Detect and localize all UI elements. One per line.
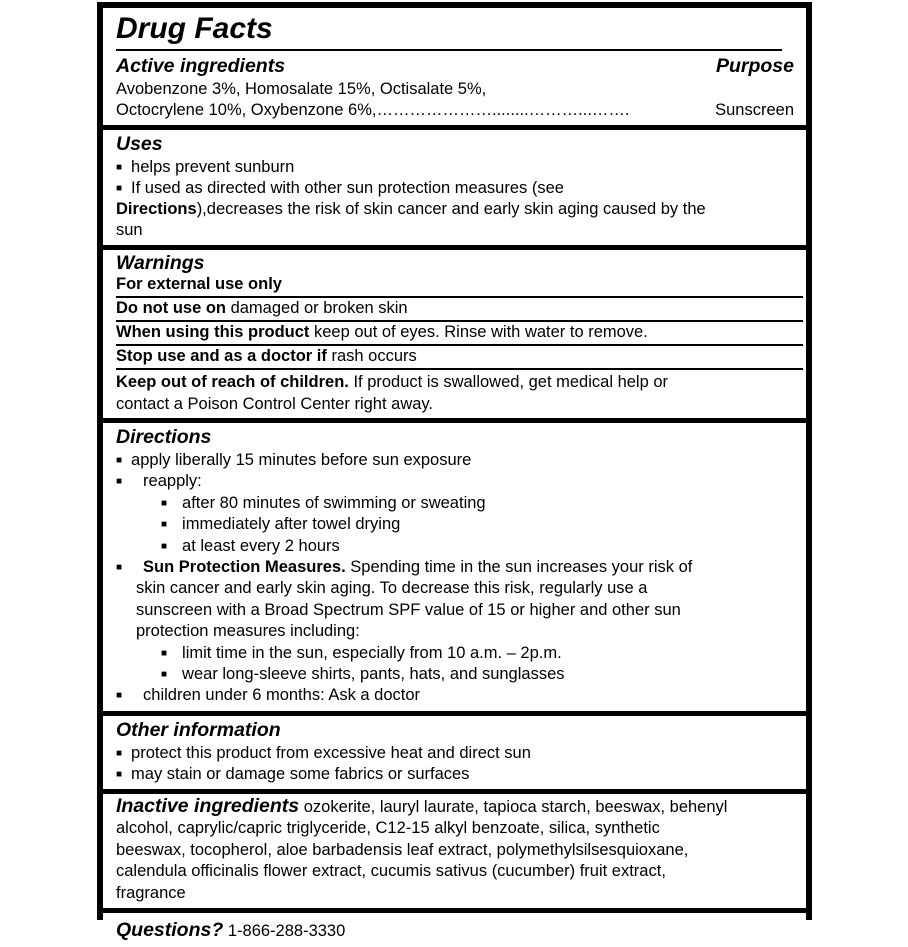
inactive-ingredients-line: alcohol, caprylic/capric triglyceride, C12-15 alkyl benzoate, silica, synthetic [116,819,660,838]
direction-subitem [161,536,794,557]
inactive-ingredients-line [116,796,794,819]
direction-subitem [161,643,794,664]
bullet-icon: ■ [116,476,123,488]
active-ingredient-line-2 [116,100,794,121]
direction-text: at least every 2 hours [182,536,340,555]
section-header-active-ingredients [103,8,806,125]
other-information-text: may stain or damage some fabrics or surfaces [131,764,470,783]
warning-lead: Do not use on [116,299,226,317]
direction-item-continuation: skin cancer and early skin aging. To decrease this risk, regularly use a [136,579,648,598]
warning-lead: When using this product [116,323,310,341]
warning-text: rash occurs [326,347,417,365]
questions-phone: 1-866-288-3330 [227,922,346,941]
inactive-ingredients-line: fragrance [116,883,186,902]
direction-lead: Sun Protection Measures. [143,558,346,577]
bullet-icon: ■ [116,690,123,702]
direction-item [116,471,794,492]
warning-lead: For external use only [116,275,282,293]
leader-dots: …………………........………...……. [376,101,630,119]
uses-bullet-text: ),decreases the risk of skin cancer and early skin aging caused by the [196,200,706,218]
direction-text: limit time in the sun, especially from 10 a.m. – 2p.m. [182,643,562,662]
directions-heading: Directions [116,426,212,448]
uses-bullet-item [116,157,794,178]
warning-row [116,370,794,392]
direction-item-continuation: protection measures including: [136,622,360,641]
purpose-heading: Purpose [715,55,794,77]
bullet-icon: ■ [116,183,123,194]
uses-bullet-text: If used as directed with other sun protection measures (see [131,179,564,197]
uses-bullet-text: helps prevent sunburn [131,158,295,176]
label-title: Drug Facts [116,12,273,45]
bullet-icon: ■ [161,669,168,681]
bullet-icon: ■ [116,768,123,780]
active-ingredients-header-row [116,54,794,79]
other-information-item [116,743,794,764]
inactive-ingredients-line: beeswax, tocopherol, aloe barbadensis leaf extract, polymethylsilsesquioxane, [116,840,689,859]
direction-text: Spending time in the sun increases your risk of [345,558,693,577]
uses-bullet-continuation [116,199,794,220]
drug-facts-label [97,2,812,942]
section-other-information [103,711,806,789]
inactive-ingredients-text: ozokerite, lauryl laurate, tapioca starch, beeswax, behenyl [299,797,728,816]
warning-row [116,346,803,370]
section-directions [103,418,806,711]
section-questions [103,908,806,947]
warning-lead: Stop use and as a doctor if [116,347,327,365]
uses-bullet-item [116,178,794,199]
direction-text: reapply: [143,472,202,491]
direction-subitem [161,493,794,514]
warning-lead: Keep out of reach of children. [116,373,349,391]
section-warnings [103,245,806,418]
direction-text: after 80 minutes of swimming or sweating [182,493,486,512]
direction-item [116,685,794,706]
direction-item [116,450,794,471]
direction-text: apply liberally 15 minutes before sun exposure [131,451,472,469]
bullet-icon: ■ [161,519,168,531]
warning-row [116,322,803,346]
bullet-icon: ■ [161,540,168,552]
bullet-icon: ■ [116,455,123,466]
direction-text: wear long-sleeve shirts, pants, hats, and sunglasses [182,665,565,684]
directions-reference: Directions [116,200,197,218]
direction-subitem [161,664,794,685]
questions-row [116,918,794,943]
direction-subitem [161,514,794,535]
section-uses [103,125,806,245]
warning-text: If product is swallowed, get medical help or [348,373,669,391]
uses-bullet-continuation: sun [116,221,143,239]
warning-row [116,274,803,298]
direction-text: immediately after towel drying [182,515,401,534]
inactive-ingredients-heading: Inactive ingredients [116,794,300,817]
warning-text: keep out of eyes. Rinse with water to remove. [309,323,648,341]
title-divider [116,49,782,51]
bullet-icon: ■ [161,497,168,509]
bullet-icon: ■ [116,162,123,173]
bullet-icon: ■ [116,562,123,574]
other-information-item [116,764,794,785]
other-information-heading: Other information [116,718,281,741]
questions-heading: Questions? [116,919,224,942]
direction-text: children under 6 months: Ask a doctor [143,686,421,705]
warning-row-continuation: contact a Poison Control Center right away. [116,395,434,413]
direction-item-continuation: sunscreen with a Broad Spectrum SPF value of 15 or higher and other sun [136,600,681,619]
section-inactive-ingredients [103,789,806,909]
direction-item [116,557,794,578]
warning-text: damaged or broken skin [226,299,408,317]
purpose-value: Sunscreen [715,101,794,119]
active-ingredient-names: Octocrylene 10%, Oxybenzone 6%, [116,101,377,119]
active-ingredient-line-1: Avobenzone 3%, Homosalate 15%, Octisalate 5%, [116,80,487,98]
active-ingredients-heading: Active ingredients [116,55,286,77]
bullet-icon: ■ [161,647,168,659]
other-information-text: protect this product from excessive heat and direct sun [131,743,531,762]
bullet-icon: ■ [116,747,123,759]
warning-row [116,298,803,322]
inactive-ingredients-line: calendula officinalis flower extract, cucumis sativus (cucumber) fruit extract, [116,862,666,881]
uses-heading: Uses [116,133,163,155]
warnings-heading: Warnings [116,252,205,274]
